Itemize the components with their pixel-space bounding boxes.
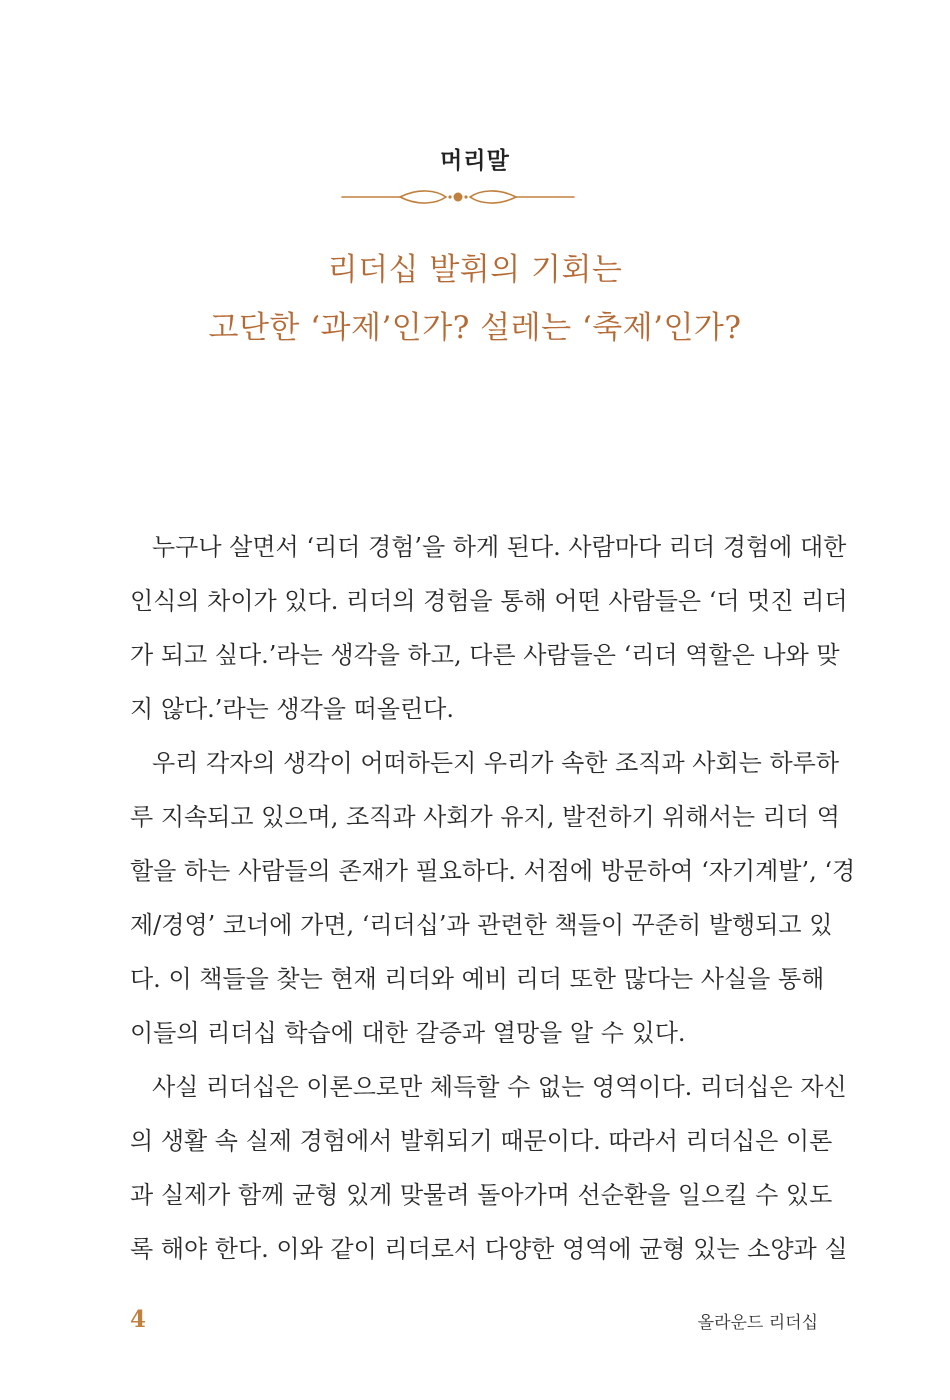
paragraph-2	[130, 736, 856, 1060]
body-line: 과 실제가 함께 균형 있게 맞물려 돌아가며 선순환을 일으킬 수 있도	[130, 1181, 833, 1209]
body-line: 할을 하는 사람들의 존재가 필요하다. 서점에 방문하여 ‘자기계발’, ‘경	[130, 857, 856, 885]
body-line: 누구나 살면서 ‘리더 경험’을 하게 된다. 사람마다 리더 경험에 대한	[152, 533, 847, 561]
body-line: 인식의 차이가 있다. 리더의 경험을 통해 어떤 사람들은 ‘더 멋진 리더	[130, 587, 848, 615]
body-text	[130, 520, 856, 1276]
body-line: 지 않다.’라는 생각을 떠올린다.	[130, 695, 454, 723]
body-line: 사실 리더십은 이론으로만 체득할 수 없는 영역이다. 리더십은 자신	[152, 1073, 847, 1101]
page-number: 4	[130, 1306, 147, 1333]
body-line: 이들의 리더십 학습에 대한 갈증과 열망을 알 수 있다.	[130, 1019, 686, 1047]
running-title: 올라운드 리더십	[697, 1313, 818, 1333]
body-line: 록 해야 한다. 이와 같이 리더로서 다양한 영역에 균형 있는 소양과 실	[130, 1235, 848, 1263]
title-line-2: 고단한 ‘과제’인가? 설레는 ‘축제’인가?	[208, 310, 742, 346]
paragraph-3	[130, 1060, 848, 1276]
title-line-1: 리더십 발휘의 기회는	[327, 252, 623, 288]
body-line: 가 되고 싶다.’라는 생각을 하고, 다른 사람들은 ‘리더 역할은 나와 맞	[130, 641, 840, 669]
body-line: 다. 이 책들을 찾는 현재 리더와 예비 리더 또한 많다는 사실을 통해	[130, 965, 825, 993]
body-line: 우리 각자의 생각이 어떠하든지 우리가 속한 조직과 사회는 하루하	[152, 749, 839, 777]
body-line: 제/경영’ 코너에 가면, ‘리더십’과 관련한 책들이 꾸준히 발행되고 있	[130, 911, 833, 939]
paragraph-1	[130, 520, 848, 736]
ornament-divider	[338, 184, 578, 210]
section-label: 머리말	[440, 148, 510, 174]
body-line: 의 생활 속 실제 경험에서 발휘되기 때문이다. 따라서 리더십은 이론	[130, 1127, 833, 1155]
body-line: 루 지속되고 있으며, 조직과 사회가 유지, 발전하기 위해서는 리더 역	[130, 803, 840, 831]
